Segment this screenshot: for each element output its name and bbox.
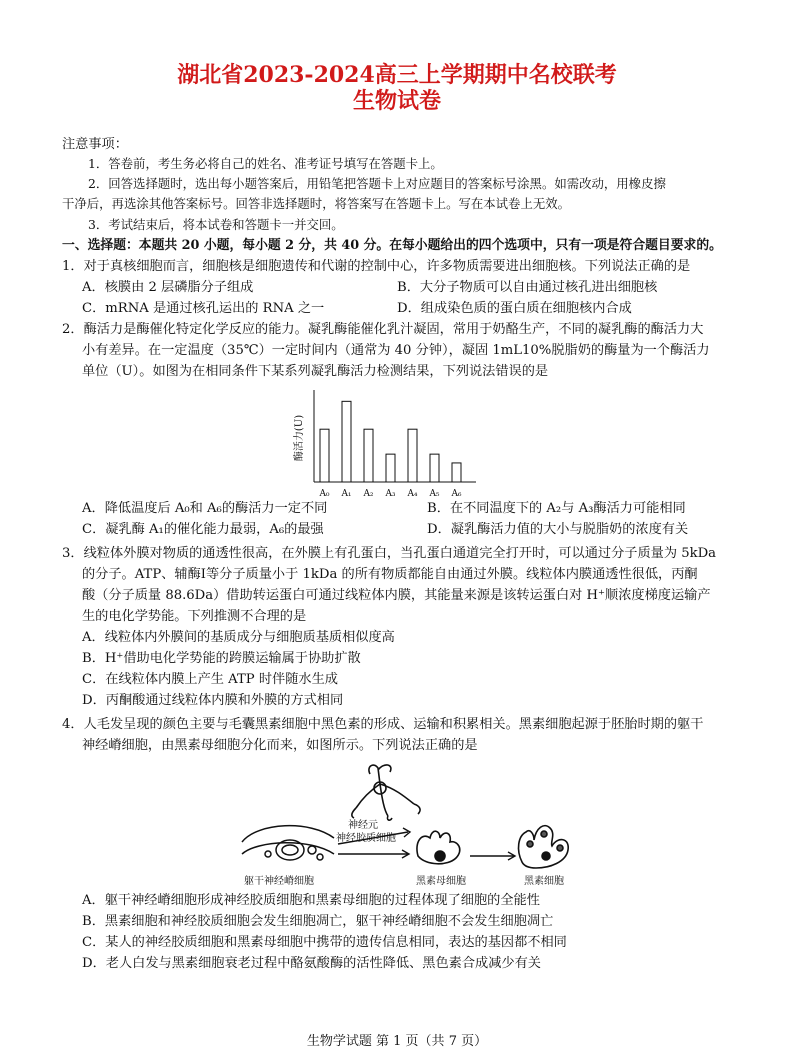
q3-option-c: C．在线粒体内膜上产生 ATP 时伴随水生成: [82, 672, 338, 687]
exam-subject: 生物试卷: [352, 88, 441, 114]
neuron-drawing: [352, 765, 420, 820]
q1-option-c: C．mRNA 是通过核孔运出的 RNA 之一: [82, 301, 325, 316]
neural-crest-drawing: [242, 826, 334, 860]
melanocyte-origin-figure: [238, 758, 588, 890]
bar-2: [364, 429, 373, 482]
q2-option-c: C．凝乳酶 A₁的催化能力最弱，A₆的最强: [82, 522, 324, 537]
q4-option-c: C．某人的神经胶质细胞和黑素母细胞中携带的遗传信息相同，表达的基因都不相同: [82, 935, 567, 950]
melanocyte-drawing: [519, 826, 569, 868]
bar-1: [342, 401, 351, 482]
exam-title: 湖北省2023-2024高三上学期期中名校联考: [177, 62, 617, 88]
q3-stem-1: 3．线粒体外膜对物质的通透性很高，在外膜上有孔蛋白，当孔蛋白通道完全打开时，可以通过分子质量为 5kDa: [62, 546, 717, 561]
section-heading: 一、选择题：本题共 20 小题，每小题 2 分，共 40 分。在每小题给出的四个选项中，只有一项是符合题目要求的。: [62, 238, 722, 253]
page-footer: 生物学试题 第 1 页（共 7 页）: [306, 1034, 488, 1049]
q2-option-a: A．降低温度后 A₀和 A₆的酶活力一定不同: [82, 501, 328, 516]
q2-stem-3: 单位（U）。如图为在相同条件下某系列凝乳酶活力检测结果，下列说法错误的是: [82, 364, 549, 379]
label-crest: 躯干神经嵴细胞: [244, 876, 314, 887]
q3-option-b: B．H⁺借助电化学势能的跨膜运输属于协助扩散: [82, 651, 361, 666]
bar-0: [320, 429, 329, 482]
q3-stem-4: 生的电化学势能。下列推测不合理的是: [82, 609, 307, 624]
q4-option-b: B．黑素细胞和神经胶质细胞会发生细胞凋亡，躯干神经嵴细胞不会发生细胞凋亡: [82, 914, 554, 929]
q1-option-d: D．组成染色质的蛋白质在细胞核内合成: [397, 301, 632, 316]
label-neuron: 神经元: [348, 820, 378, 831]
melanoblast-drawing: [417, 831, 460, 864]
q4-option-d: D．老人白发与黑素细胞衰老过程中酪氨酸酶的活性降低、黑色素合成减少有关: [82, 956, 541, 971]
q2-stem-1: 2．酶活力是酶催化特定化学反应的能力。凝乳酶能催化乳汁凝固，常用于奶酪生产，不同的凝乳酶的酶活力大: [62, 322, 704, 337]
q2-option-d: D．凝乳酶活力值的大小与脱脂奶的浓度有关: [427, 522, 689, 537]
label-melanocyte: 黑素细胞: [524, 876, 564, 887]
note-1: 1．答卷前，考生务必将自己的姓名、准考证号填写在答题卡上。: [88, 156, 443, 171]
bar-3: [386, 454, 395, 482]
q3-stem-3: 酸（分子质量 88.6Da）借助转运蛋白可通过线粒体内膜，其能量来源是该转运蛋白对 H⁺顺浓度梯度运输产: [82, 588, 711, 603]
notes-heading: 注意事项：: [62, 137, 128, 152]
x-tick-label: A₃: [385, 489, 396, 499]
x-tick-label: A₄: [407, 489, 418, 499]
q3-option-a: A．线粒体内外膜间的基质成分与细胞质基质相似度高: [82, 630, 395, 645]
enzyme-activity-chart: [290, 386, 490, 502]
chart-ylabel: 酶活力(U): [294, 414, 305, 462]
x-tick-label: A₅: [429, 489, 440, 499]
q4-option-a: A．躯干神经嵴细胞形成神经胶质细胞和黑素母细胞的过程体现了细胞的全能性: [82, 893, 540, 908]
bar-4: [408, 429, 417, 482]
x-tick-label: A₂: [363, 489, 374, 499]
q3-stem-2: 的分子。ATP、辅酶Ⅰ等分子质量小于 1kDa 的所有物质都能自由通过外膜。线粒体内膜通透性很低，丙酮: [82, 567, 698, 582]
note-2a: 2．回答选择题时，选出每小题答案后，用铅笔把答题卡上对应题目的答案标号涂黑。如需改动，用橡皮擦: [88, 176, 666, 191]
label-melanoblast: 黑素母细胞: [416, 876, 466, 887]
note-2b: 干净后，再选涂其他答案标号。回答非选择题时，将答案写在答题卡上。写在本试卷上无效。: [62, 196, 571, 211]
q1-option-a: A．核膜由 2 层磷脂分子组成: [82, 280, 254, 295]
label-glia: 神经胶质细胞: [336, 833, 396, 844]
q3-option-d: D．丙酮酸通过线粒体内膜和外膜的方式相同: [82, 693, 344, 708]
q4-stem-2: 神经嵴细胞，由黑素母细胞分化而来，如图所示。下列说法正确的是: [82, 738, 478, 753]
bar-5: [430, 454, 439, 482]
x-tick-label: A₁: [341, 489, 352, 499]
x-tick-label: A₀: [319, 489, 330, 499]
q1-option-b: B．大分子物质可以自由通过核孔进出细胞核: [397, 280, 658, 295]
q2-option-b: B．在不同温度下的 A₂与 A₃酶活力可能相同: [427, 501, 686, 516]
note-3: 3．考试结束后，将本试卷和答题卡一并交回。: [88, 217, 344, 232]
q2-stem-2: 小有差异。在一定温度（35℃）一定时间内（通常为 40 分钟），凝固 1mL10%脱脂奶的酶量为一个酶活力: [82, 343, 710, 358]
q4-stem-1: 4．人毛发呈现的颜色主要与毛囊黑素细胞中黑色素的形成、运输和积累相关。黑素细胞起源于胚胎时期的躯干: [62, 717, 704, 732]
x-tick-label: A₆: [451, 489, 462, 499]
q1-stem: 1．对于真核细胞而言，细胞核是细胞遗传和代谢的控制中心，许多物质需要进出细胞核。下列说法正确的是: [62, 259, 691, 274]
bar-6: [452, 463, 461, 482]
